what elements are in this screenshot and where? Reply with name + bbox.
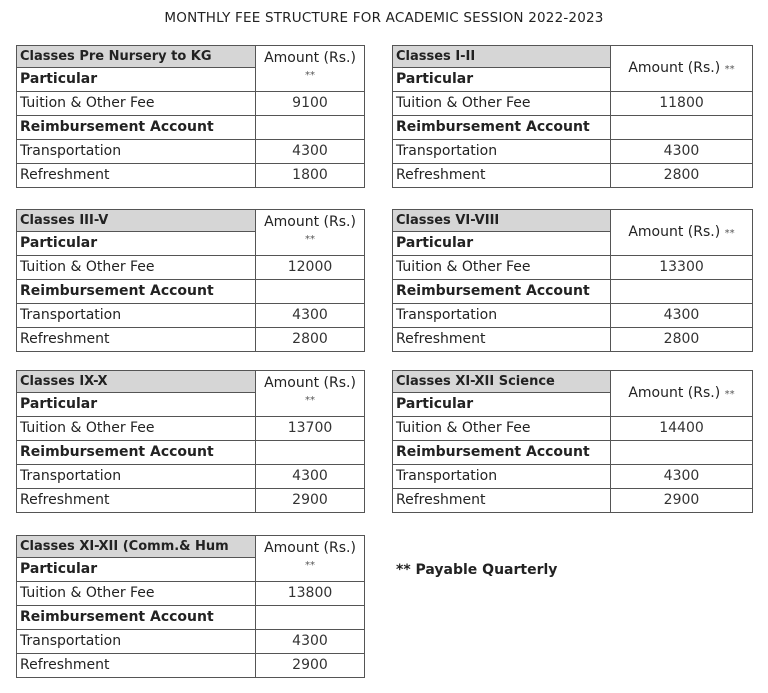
amount-header: Amount (Rs.) ** xyxy=(256,210,365,256)
amount-header: Amount (Rs.) ** xyxy=(256,536,365,582)
fee-table-i-ii xyxy=(392,45,753,188)
amount-header: Amount (Rs.) ** xyxy=(611,210,753,256)
refreshment-amount: 2900 xyxy=(256,489,365,513)
class-label: Classes XI-XII Science xyxy=(393,371,611,393)
refreshment-label: Refreshment xyxy=(17,328,256,352)
class-label: Classes IX-X xyxy=(17,371,256,393)
transport-label: Transportation xyxy=(17,140,256,164)
transport-amount: 4300 xyxy=(256,304,365,328)
tuition-amount: 13800 xyxy=(256,582,365,606)
reimbursement-label: Reimbursement Account xyxy=(17,280,256,304)
amount-header: Amount (Rs.) ** xyxy=(611,371,753,417)
refreshment-amount: 1800 xyxy=(256,164,365,188)
page-title: MONTHLY FEE STRUCTURE FOR ACADEMIC SESSION 2022-2023 xyxy=(164,10,604,26)
particular-label: Particular xyxy=(17,393,256,417)
particular-label: Particular xyxy=(17,232,256,256)
empty-cell xyxy=(256,280,365,304)
transport-amount: 4300 xyxy=(256,140,365,164)
empty-cell xyxy=(611,116,753,140)
fee-table-ix-x xyxy=(16,370,365,513)
tuition-amount: 11800 xyxy=(611,92,753,116)
fee-table-iii-v xyxy=(16,209,365,352)
transport-label: Transportation xyxy=(393,465,611,489)
refreshment-label: Refreshment xyxy=(17,164,256,188)
class-label: Classes Pre Nursery to KG xyxy=(17,46,256,68)
tuition-amount: 12000 xyxy=(256,256,365,280)
class-label: Classes XI-XII (Comm.& Hum xyxy=(17,536,256,558)
tuition-label: Tuition & Other Fee xyxy=(393,417,611,441)
transport-label: Transportation xyxy=(17,465,256,489)
transport-label: Transportation xyxy=(393,140,611,164)
empty-cell xyxy=(256,606,365,630)
tuition-amount: 13300 xyxy=(611,256,753,280)
refreshment-amount: 2800 xyxy=(256,328,365,352)
particular-label: Particular xyxy=(17,68,256,92)
particular-label: Particular xyxy=(393,393,611,417)
refreshment-amount: 2900 xyxy=(611,489,753,513)
refreshment-label: Refreshment xyxy=(17,489,256,513)
refreshment-amount: 2900 xyxy=(256,654,365,678)
reimbursement-label: Reimbursement Account xyxy=(17,606,256,630)
particular-label: Particular xyxy=(393,68,611,92)
tuition-amount: 14400 xyxy=(611,417,753,441)
reimbursement-label: Reimbursement Account xyxy=(17,441,256,465)
tuition-label: Tuition & Other Fee xyxy=(17,582,256,606)
tuition-label: Tuition & Other Fee xyxy=(393,92,611,116)
tuition-label: Tuition & Other Fee xyxy=(17,256,256,280)
refreshment-label: Refreshment xyxy=(393,164,611,188)
class-label: Classes VI-VIII xyxy=(393,210,611,232)
transport-label: Transportation xyxy=(17,304,256,328)
reimbursement-label: Reimbursement Account xyxy=(393,280,611,304)
amount-header: Amount (Rs.) ** xyxy=(256,371,365,417)
fee-table-vi-viii xyxy=(392,209,753,352)
payable-quarterly-note: ** Payable Quarterly xyxy=(396,562,558,578)
tuition-label: Tuition & Other Fee xyxy=(17,92,256,116)
tuition-label: Tuition & Other Fee xyxy=(17,417,256,441)
reimbursement-label: Reimbursement Account xyxy=(393,116,611,140)
transport-label: Transportation xyxy=(17,630,256,654)
empty-cell xyxy=(611,441,753,465)
particular-label: Particular xyxy=(17,558,256,582)
reimbursement-label: Reimbursement Account xyxy=(393,441,611,465)
class-label: Classes III-V xyxy=(17,210,256,232)
transport-amount: 4300 xyxy=(611,465,753,489)
transport-amount: 4300 xyxy=(611,304,753,328)
transport-amount: 4300 xyxy=(256,630,365,654)
empty-cell xyxy=(611,280,753,304)
particular-label: Particular xyxy=(393,232,611,256)
refreshment-label: Refreshment xyxy=(393,489,611,513)
tuition-amount: 9100 xyxy=(256,92,365,116)
empty-cell xyxy=(256,116,365,140)
amount-header: Amount (Rs.) ** xyxy=(611,46,753,92)
refreshment-label: Refreshment xyxy=(17,654,256,678)
refreshment-amount: 2800 xyxy=(611,164,753,188)
fee-table-xi-xii-science xyxy=(392,370,753,513)
amount-header: Amount (Rs.) ** xyxy=(256,46,365,92)
reimbursement-label: Reimbursement Account xyxy=(17,116,256,140)
fee-table-xi-xii-comm-hum xyxy=(16,535,365,678)
refreshment-label: Refreshment xyxy=(393,328,611,352)
transport-label: Transportation xyxy=(393,304,611,328)
tuition-amount: 13700 xyxy=(256,417,365,441)
transport-amount: 4300 xyxy=(611,140,753,164)
transport-amount: 4300 xyxy=(256,465,365,489)
fee-table-pre-nursery-kg xyxy=(16,45,365,188)
refreshment-amount: 2800 xyxy=(611,328,753,352)
class-label: Classes I-II xyxy=(393,46,611,68)
tuition-label: Tuition & Other Fee xyxy=(393,256,611,280)
empty-cell xyxy=(256,441,365,465)
